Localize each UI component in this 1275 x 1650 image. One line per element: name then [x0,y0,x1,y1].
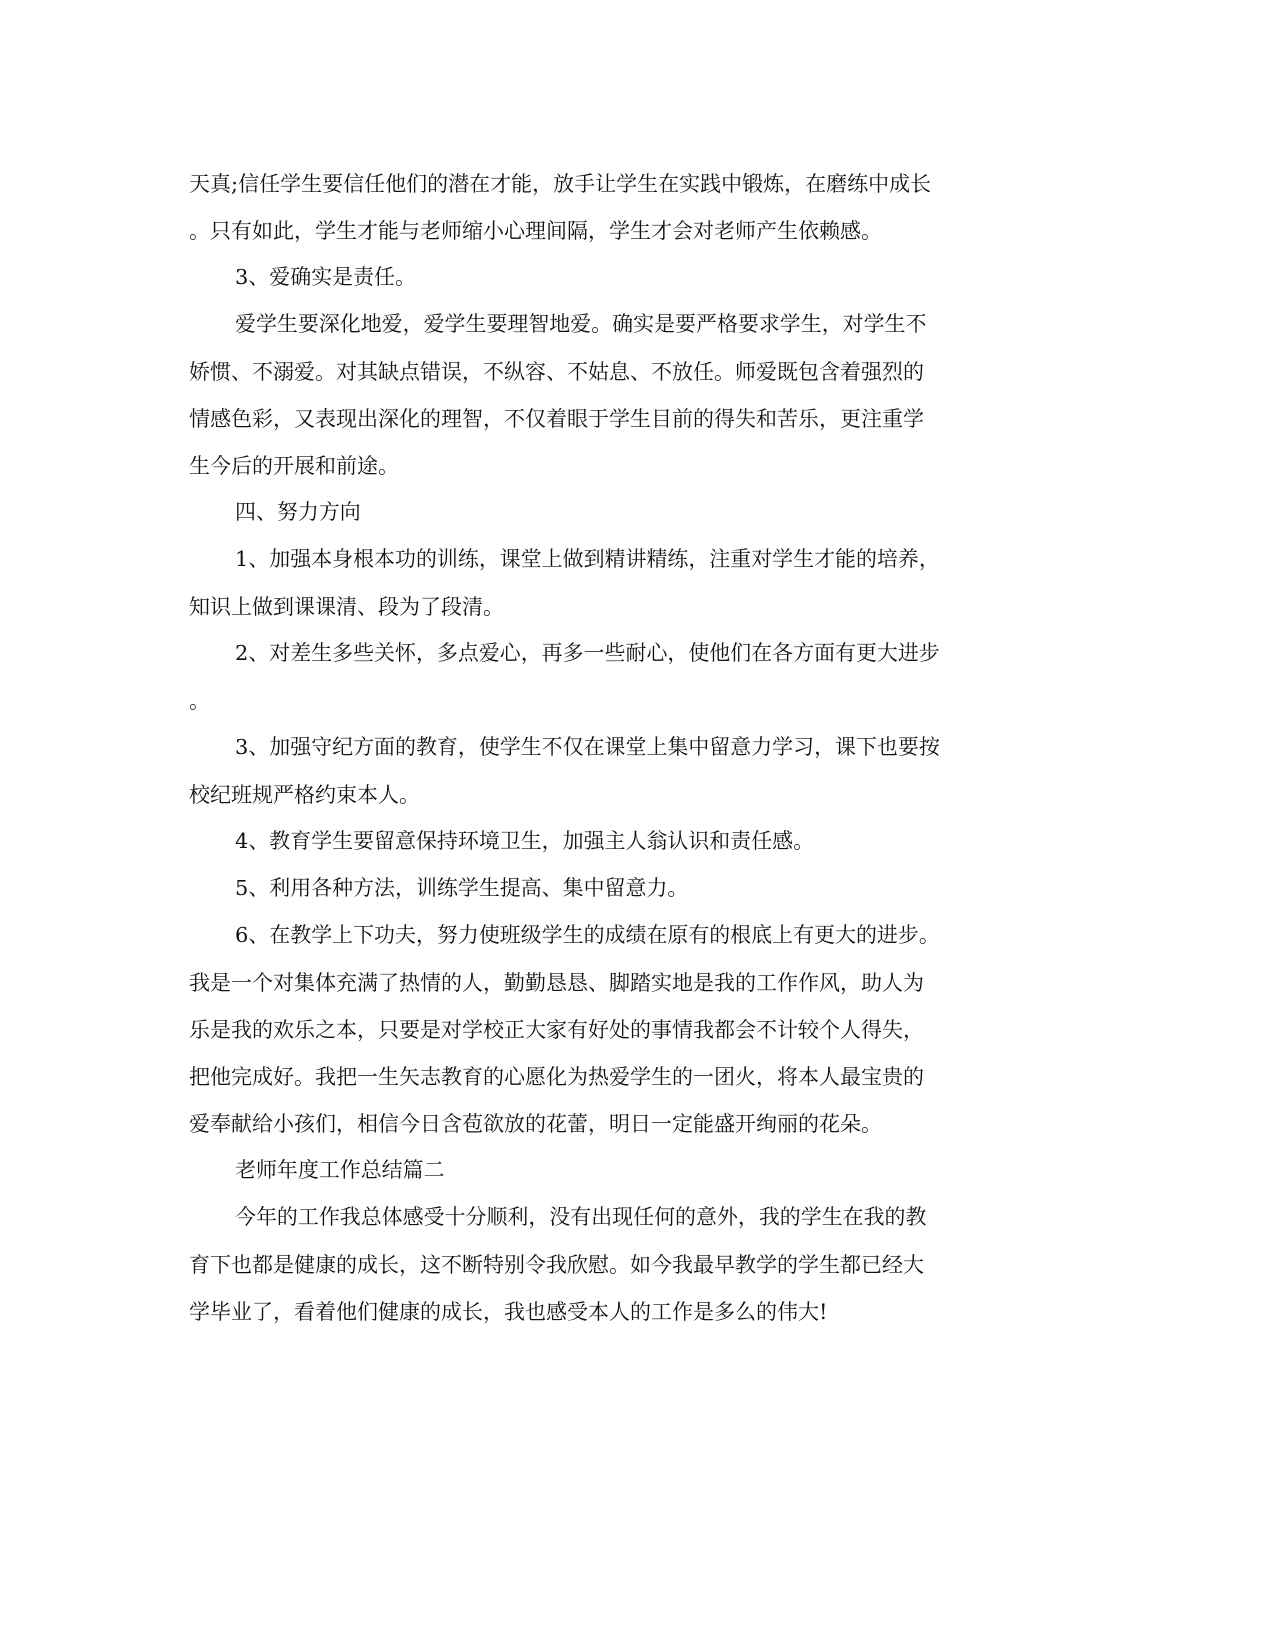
text-line: 生今后的开展和前途。 [189,453,399,478]
text-line: 知识上做到课课清、段为了段清。 [189,594,504,619]
text-line: 娇惯、不溺爱。对其缺点错误，不纵容、不姑息、不放任。师爱既包含着强烈的 [189,359,924,384]
text-line: 把他完成好。我把一生矢志教育的心愿化为热爱学生的一团火，将本人最宝贵的 [189,1064,924,1089]
text-line: 爱奉献给小孩们，相信今日含苞欲放的花蕾，明日一定能盛开绚丽的花朵。 [189,1111,882,1136]
text-line: 5、利用各种方法，训练学生提高、集中留意力。 [235,876,689,900]
text-line: 3、加强守纪方面的教育，使学生不仅在课堂上集中留意力学习，课下也要按 [235,735,940,759]
text-line: 4、教育学生要留意保持环境卫生，加强主人翁认识和责任感。 [235,829,815,853]
text-line: 6、在教学上下功夫，努力使班级学生的成绩在原有的根底上有更大的进步。 [235,923,940,947]
text-line: 2、对差生多些关怀，多点爱心，再多一些耐心，使他们在各方面有更大进步 [235,641,940,665]
text-line: 学毕业了，看着他们健康的成长，我也感受本人的工作是多么的伟大! [189,1299,828,1324]
text-line: 四、努力方向 [235,500,361,524]
text-line: 校纪班规严格约束本人。 [189,782,420,807]
text-line: 我是一个对集体充满了热情的人，勤勤恳恳、脚踏实地是我的工作作风，助人为 [189,970,924,995]
text-line: 。 [189,688,210,713]
text-line: 天真;信任学生要信任他们的潜在才能，放手让学生在实践中锻炼，在磨练中成长 [189,171,932,196]
text-line: 乐是我的欢乐之本，只要是对学校正大家有好处的事情我都会不计较个人得失， [189,1017,924,1042]
text-line: 3、爱确实是责任。 [235,265,416,289]
text-line: 今年的工作我总体感受十分顺利，没有出现任何的意外，我的学生在我的教 [235,1205,927,1229]
text-line: 老师年度工作总结篇二 [235,1158,445,1182]
document-body [189,160,1079,1335]
text-line: 。只有如此，学生才能与老师缩小心理间隔，学生才会对老师产生依赖感。 [189,218,882,243]
text-line: 育下也都是健康的成长，这不断特别令我欣慰。如今我最早教学的学生都已经大 [189,1252,924,1277]
text-line: 爱学生要深化地爱，爱学生要理智地爱。确实是要严格要求学生，对学生不 [235,312,927,336]
text-line: 情感色彩，又表现出深化的理智，不仅着眼于学生目前的得失和苦乐，更注重学 [189,406,924,431]
text-line: 1、加强本身根本功的训练，课堂上做到精讲精练，注重对学生才能的培养， [235,547,940,571]
